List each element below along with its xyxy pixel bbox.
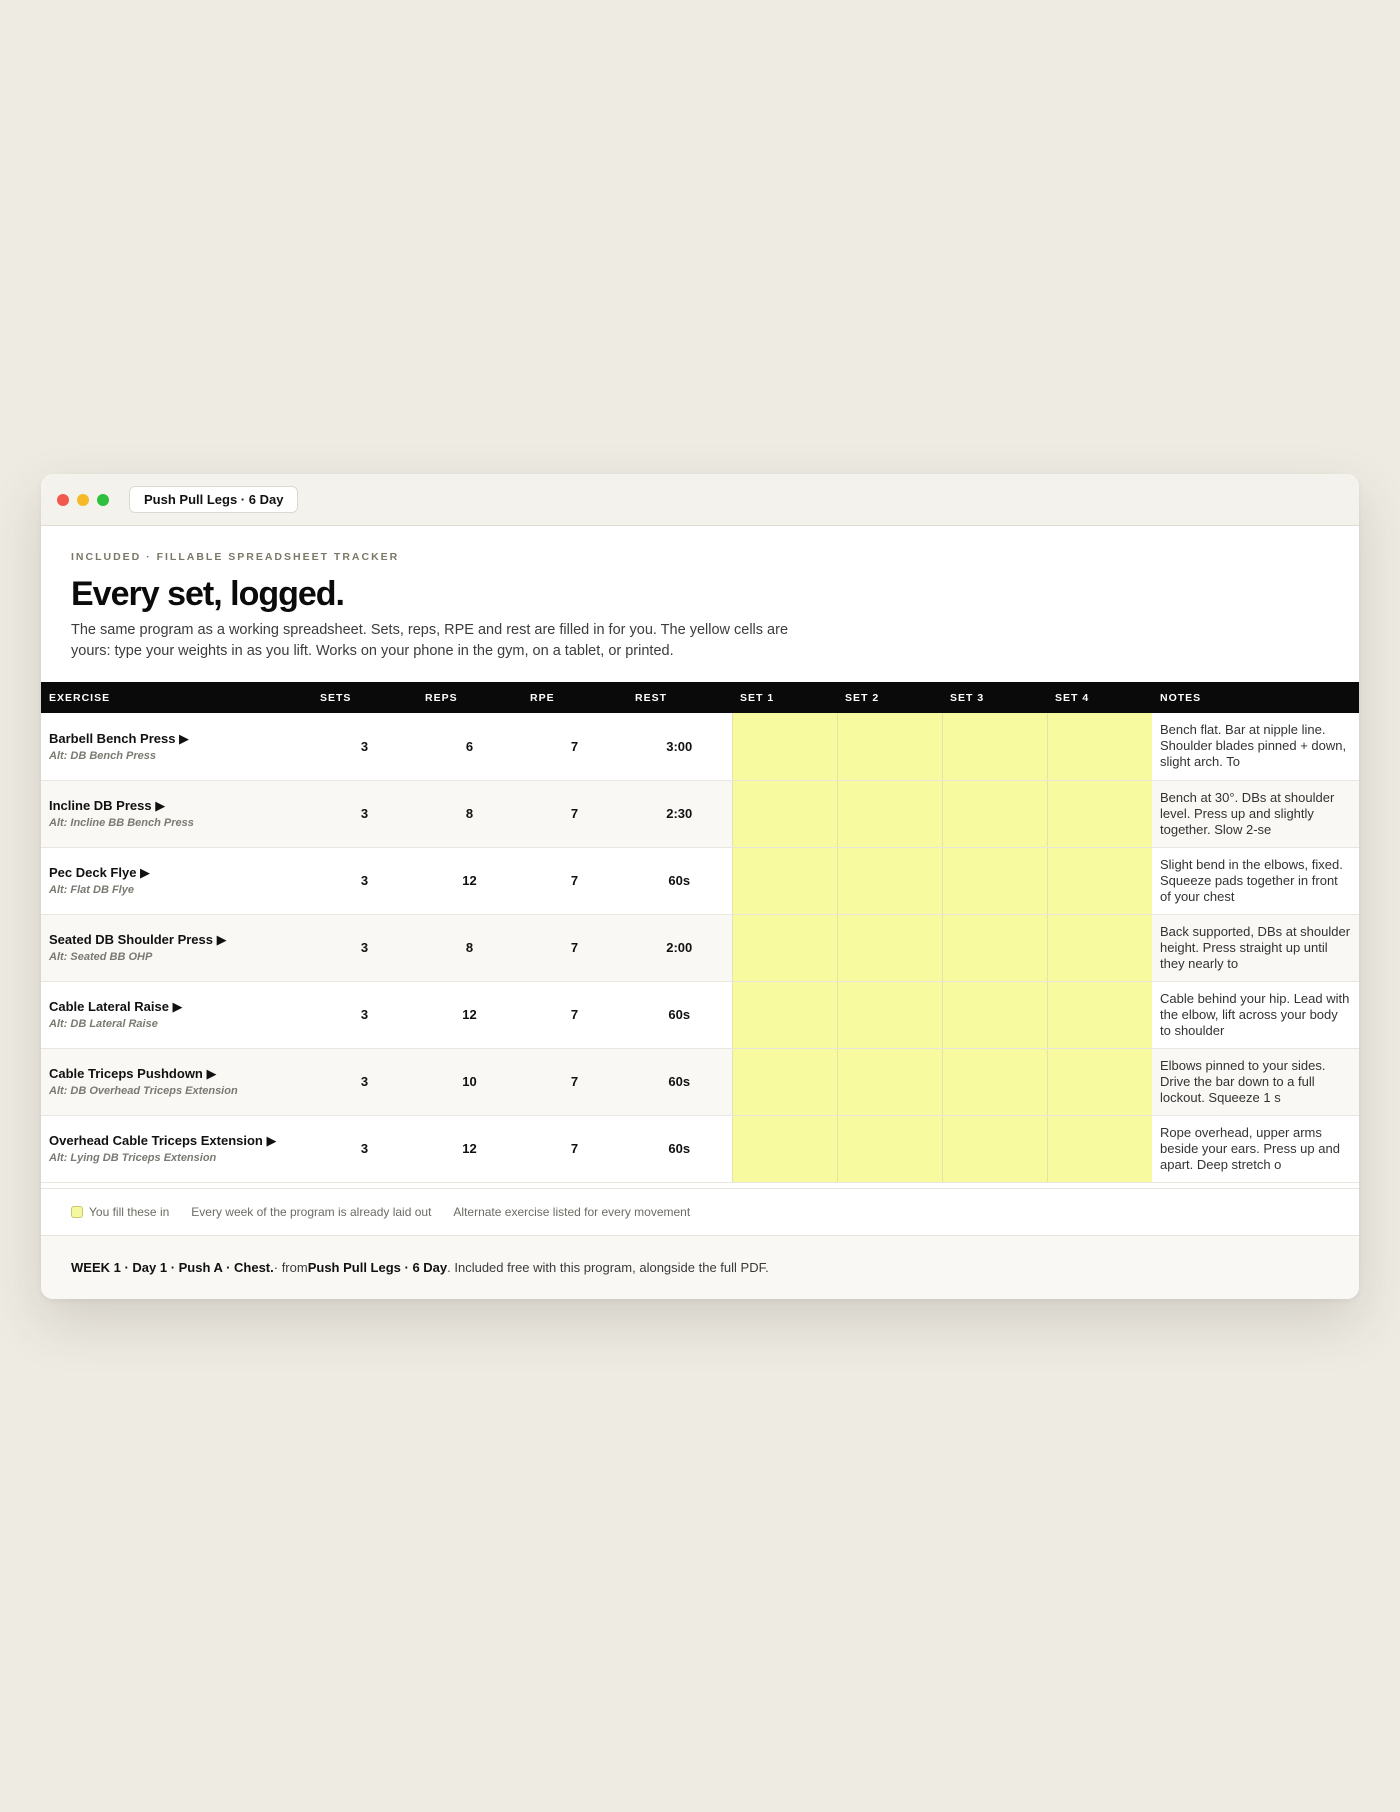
exercise-alternate: Alt: Flat DB Flye xyxy=(49,884,134,896)
column-header-set-1[interactable]: SET 1 xyxy=(732,682,837,713)
exercise-alternate: Alt: DB Lateral Raise xyxy=(49,1018,158,1030)
set-4-weight-input[interactable] xyxy=(1047,847,1152,914)
rest-cell[interactable]: 60s xyxy=(627,981,732,1048)
rest-cell[interactable]: 60s xyxy=(627,847,732,914)
page-description: The same program as a working spreadsheet. Sets, reps, RPE and rest are filled in for you. The yellow cells are yours: type your weights in as you lift. Works on your phone in the gym, on a tablet, or printed. xyxy=(71,622,789,659)
set-4-weight-input[interactable] xyxy=(1047,713,1152,780)
rpe-cell[interactable]: 7 xyxy=(522,914,627,981)
exercise-alternate: Alt: DB Overhead Triceps Extension xyxy=(49,1085,238,1097)
column-header-set-4[interactable]: SET 4 xyxy=(1047,682,1152,713)
notes-cell[interactable]: Bench flat. Bar at nipple line. Shoulder blades pinned + down, slight arch. To xyxy=(1152,713,1359,780)
set-3-weight-input[interactable] xyxy=(942,780,1047,847)
reps-cell[interactable]: 8 xyxy=(417,780,522,847)
set-1-weight-input[interactable] xyxy=(732,780,837,847)
column-header-set-3[interactable]: SET 3 xyxy=(942,682,1047,713)
rest-cell[interactable]: 2:30 xyxy=(627,780,732,847)
yellow-swatch-icon xyxy=(71,1206,83,1218)
rest-cell[interactable]: 2:00 xyxy=(627,914,732,981)
set-1-weight-input[interactable] xyxy=(732,914,837,981)
set-3-weight-input[interactable] xyxy=(942,1048,1047,1115)
exercise-name[interactable]: Overhead Cable Triceps Extension ▶ xyxy=(49,1133,277,1148)
workout-table xyxy=(41,682,1359,1183)
exercise-name[interactable]: Cable Triceps Pushdown ▶ xyxy=(49,1066,217,1081)
intro-section xyxy=(41,526,1359,662)
set-3-weight-input[interactable] xyxy=(942,847,1047,914)
column-header-set-2[interactable]: SET 2 xyxy=(837,682,942,713)
eyebrow-label: INCLUDED · FILLABLE SPREADSHEET TRACKER xyxy=(71,551,400,563)
maximize-window-button[interactable] xyxy=(97,494,109,506)
exercise-name[interactable]: Seated DB Shoulder Press ▶ xyxy=(49,932,227,947)
spreadsheet-window xyxy=(41,474,1359,1299)
set-4-weight-input[interactable] xyxy=(1047,914,1152,981)
set-1-weight-input[interactable] xyxy=(732,981,837,1048)
rpe-cell[interactable]: 7 xyxy=(522,981,627,1048)
close-window-button[interactable] xyxy=(57,494,69,506)
exercise-name[interactable]: Cable Lateral Raise ▶ xyxy=(49,999,183,1014)
exercise-cell[interactable] xyxy=(41,914,312,981)
exercise-alternate: Alt: DB Bench Press xyxy=(49,749,156,762)
set-3-weight-input[interactable] xyxy=(942,981,1047,1048)
table-row xyxy=(41,914,1359,981)
table-row xyxy=(41,780,1359,847)
legend-alternates-label: Alternate exercise listed for every movement xyxy=(453,1205,691,1219)
set-1-weight-input[interactable] xyxy=(732,847,837,914)
reps-cell[interactable]: 8 xyxy=(417,914,522,981)
exercise-alternate: Alt: Lying DB Triceps Extension xyxy=(49,1152,217,1164)
column-header-sets[interactable]: SETS xyxy=(312,682,417,713)
reps-cell[interactable]: 12 xyxy=(417,981,522,1048)
notes-cell[interactable]: Slight bend in the elbows, fixed. Squeeze pads together in front of your chest xyxy=(1152,847,1359,914)
set-3-weight-input[interactable] xyxy=(942,713,1047,780)
table-row xyxy=(41,713,1359,780)
reps-cell[interactable]: 12 xyxy=(417,847,522,914)
set-2-weight-input[interactable] xyxy=(837,780,942,847)
rest-cell[interactable]: 60s xyxy=(627,1048,732,1115)
table-row xyxy=(41,847,1359,914)
column-header-rpe[interactable]: RPE xyxy=(522,682,627,713)
exercise-cell[interactable] xyxy=(41,847,312,914)
legend-fill-item xyxy=(71,1205,169,1219)
sets-cell[interactable]: 3 xyxy=(312,914,417,981)
set-3-weight-input[interactable] xyxy=(942,914,1047,981)
column-header-rest[interactable]: REST xyxy=(627,682,732,713)
rest-cell[interactable]: 3:00 xyxy=(627,713,732,780)
exercise-name[interactable]: Barbell Bench Press ▶ xyxy=(49,730,190,746)
set-3-weight-input[interactable] xyxy=(942,1115,1047,1182)
notes-cell[interactable]: Elbows pinned to your sides. Drive the bar down to a full lockout. Squeeze 1 s xyxy=(1152,1048,1359,1115)
exercise-alternate: Alt: Incline BB Bench Press xyxy=(49,817,194,829)
reps-cell[interactable]: 10 xyxy=(417,1048,522,1115)
exercise-cell[interactable] xyxy=(41,780,312,847)
set-1-weight-input[interactable] xyxy=(732,1048,837,1115)
reps-cell[interactable]: 6 xyxy=(417,713,522,780)
footer-day-label: WEEK 1 · Day 1 · Push A · Chest. xyxy=(71,1260,274,1275)
set-4-weight-input[interactable] xyxy=(1047,981,1152,1048)
rpe-cell[interactable]: 7 xyxy=(522,1048,627,1115)
table-row xyxy=(41,1115,1359,1182)
footer-program-name: Push Pull Legs · 6 Day xyxy=(307,1260,448,1275)
sets-cell[interactable]: 3 xyxy=(312,1115,417,1182)
set-4-weight-input[interactable] xyxy=(1047,1115,1152,1182)
exercise-cell[interactable] xyxy=(41,1115,312,1182)
footer-from-text: · from xyxy=(273,1260,308,1275)
legend-alternates-item xyxy=(453,1205,690,1219)
reps-cell[interactable]: 12 xyxy=(417,1115,522,1182)
set-4-weight-input[interactable] xyxy=(1047,780,1152,847)
set-2-weight-input[interactable] xyxy=(837,914,942,981)
exercise-cell[interactable] xyxy=(41,713,312,780)
notes-cell[interactable]: Back supported, DBs at shoulder height. Press straight up until they nearly to xyxy=(1152,914,1359,981)
rest-cell[interactable]: 60s xyxy=(627,1115,732,1182)
notes-cell[interactable]: Rope overhead, upper arms beside your ears. Press up and apart. Deep stretch o xyxy=(1152,1115,1359,1182)
sets-cell[interactable]: 3 xyxy=(312,713,417,780)
footer-tail-text: . Included free with this program, alongside the full PDF. xyxy=(447,1260,769,1275)
set-4-weight-input[interactable] xyxy=(1047,1048,1152,1115)
table-header-row xyxy=(41,682,1359,713)
rpe-cell[interactable]: 7 xyxy=(522,780,627,847)
set-1-weight-input[interactable] xyxy=(732,713,837,780)
exercise-alternate: Alt: Seated BB OHP xyxy=(49,951,153,963)
table-row xyxy=(41,1048,1359,1115)
legend-fill-label: You fill these in xyxy=(89,1205,170,1219)
window-titlebar xyxy=(41,474,1359,526)
set-2-weight-input[interactable] xyxy=(837,981,942,1048)
exercise-cell[interactable] xyxy=(41,981,312,1048)
footer-caption xyxy=(41,1235,1359,1299)
minimize-window-button[interactable] xyxy=(77,494,89,506)
sets-cell[interactable]: 3 xyxy=(312,1048,417,1115)
column-header-reps[interactable]: REPS xyxy=(417,682,522,713)
notes-cell[interactable]: Cable behind your hip. Lead with the elbow, lift across your body to shoulder xyxy=(1152,981,1359,1048)
exercise-cell[interactable] xyxy=(41,1048,312,1115)
legend-weeks-item xyxy=(191,1205,431,1219)
set-1-weight-input[interactable] xyxy=(732,1115,837,1182)
page-title: Every set, logged. xyxy=(71,575,344,613)
set-2-weight-input[interactable] xyxy=(837,713,942,780)
sets-cell[interactable]: 3 xyxy=(312,847,417,914)
legend-bar xyxy=(41,1188,1359,1235)
set-2-weight-input[interactable] xyxy=(837,1048,942,1115)
sets-cell[interactable]: 3 xyxy=(312,780,417,847)
document-tab[interactable]: Push Pull Legs · 6 Day xyxy=(129,486,298,513)
sets-cell[interactable]: 3 xyxy=(312,981,417,1048)
rpe-cell[interactable]: 7 xyxy=(522,1115,627,1182)
rpe-cell[interactable]: 7 xyxy=(522,847,627,914)
exercise-name[interactable]: Incline DB Press ▶ xyxy=(49,798,166,813)
set-2-weight-input[interactable] xyxy=(837,1115,942,1182)
notes-cell[interactable]: Bench at 30°. DBs at shoulder level. Press up and slightly together. Slow 2-se xyxy=(1152,780,1359,847)
set-2-weight-input[interactable] xyxy=(837,847,942,914)
table-row xyxy=(41,981,1359,1048)
rpe-cell[interactable]: 7 xyxy=(522,713,627,780)
column-header-notes[interactable]: NOTES xyxy=(1152,682,1359,713)
exercise-name[interactable]: Pec Deck Flye ▶ xyxy=(49,865,151,880)
legend-weeks-label: Every week of the program is already laid out xyxy=(191,1205,432,1219)
column-header-exercise[interactable]: EXERCISE xyxy=(41,682,312,713)
